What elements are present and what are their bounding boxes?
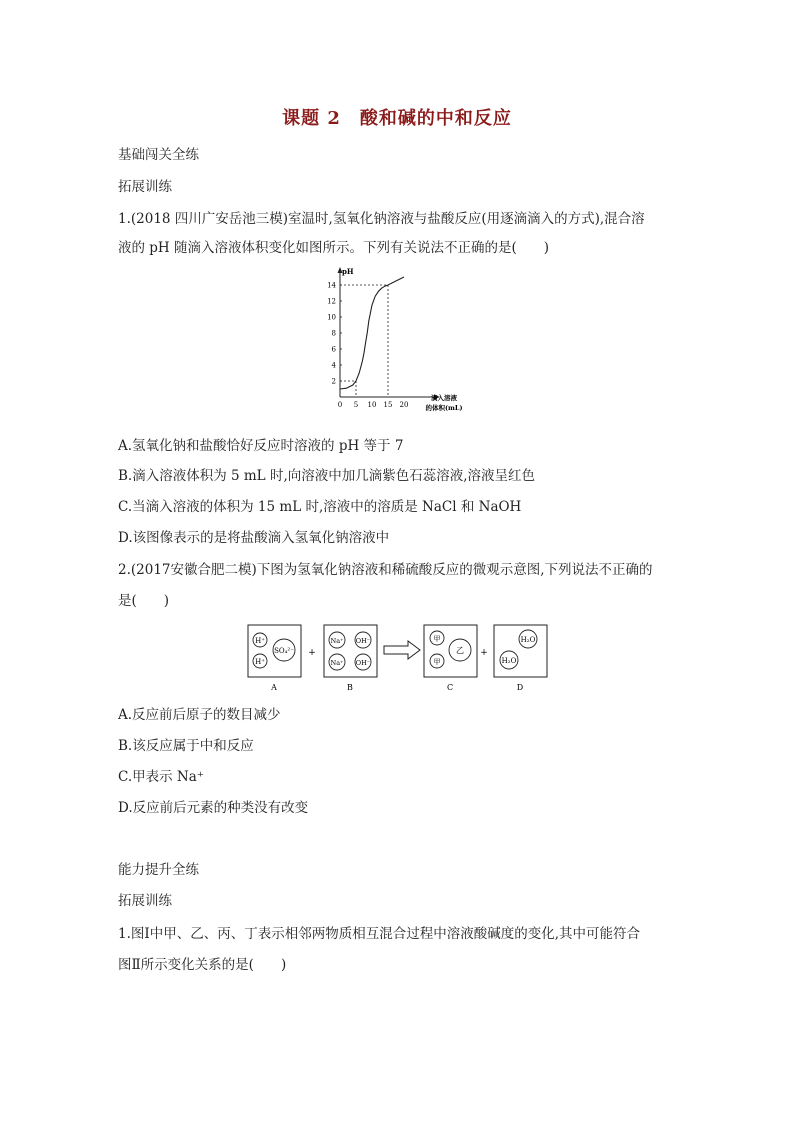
q1-option-b: B.滴入溶液体积为 5 mL 时,向溶液中加几滴紫色石蕊溶液,溶液呈红色 bbox=[118, 468, 536, 484]
particle-a1-label: H⁺ bbox=[255, 637, 265, 645]
q1-option-d: D.该图像表示的是将盐酸滴入氢氧化钠溶液中 bbox=[118, 530, 390, 546]
x-tick-label: 5 bbox=[353, 401, 359, 409]
y-tick-label: 10 bbox=[327, 313, 336, 322]
section-extend-2: 拓展训练 bbox=[118, 893, 172, 909]
q2-option-b: B.该反应属于中和反应 bbox=[118, 738, 254, 754]
q1-option-a: A.氢氧化钠和盐酸恰好反应时溶液的 pH 等于 7 bbox=[118, 438, 404, 454]
ph-curve bbox=[340, 277, 404, 389]
x-axis-label-line1: 滴入溶液 bbox=[431, 394, 457, 402]
box-c-label: C bbox=[446, 683, 454, 692]
particle-c3-label: 乙 bbox=[456, 646, 464, 655]
q2-option-c: C.甲表示 Na⁺ bbox=[118, 769, 204, 785]
particle-a2-label: H⁺ bbox=[255, 658, 265, 666]
section-extend-1: 拓展训练 bbox=[118, 179, 172, 195]
box-d bbox=[494, 625, 547, 677]
q3-stem-line2: 图Ⅱ所示变化关系的是( ) bbox=[118, 957, 287, 973]
section-ability: 能力提升全练 bbox=[118, 862, 199, 878]
y-tick-label: 12 bbox=[327, 297, 336, 306]
particle-b4-label: OH⁻ bbox=[355, 659, 371, 667]
q2-option-a: A.反应前后原子的数目减少 bbox=[118, 707, 281, 723]
particle-b1-label: Na⁺ bbox=[330, 637, 344, 645]
section-basic: 基础闯关全练 bbox=[118, 147, 199, 163]
box-b bbox=[324, 625, 377, 677]
particle-b3-label: Na⁺ bbox=[330, 659, 344, 667]
particle-a3-label: SO₄²⁻ bbox=[274, 647, 294, 655]
y-axis-label: pH bbox=[342, 267, 354, 276]
x-axis-label-line2: 的体积(mL) bbox=[425, 404, 463, 412]
reaction-arrow-icon bbox=[384, 641, 420, 659]
particle-b2-label: OH⁻ bbox=[355, 637, 371, 645]
q1-stem-line2: 液的 pH 随滴入溶液体积变化如图所示。下列有关说法不正确的是( ) bbox=[118, 240, 550, 256]
q2-stem-line2: 是( ) bbox=[118, 593, 170, 609]
particle-d2-label: H₂O bbox=[501, 657, 517, 665]
box-a-label: A bbox=[271, 683, 277, 692]
q2-stem-line1: 2.(2017安徽合肥二模)下图为氢氧化钠溶液和稀硫酸反应的微观示意图,下列说法不正确的 bbox=[118, 562, 653, 578]
q2-option-d: D.反应前后元素的种类没有改变 bbox=[118, 800, 309, 816]
y-tick-label: 6 bbox=[331, 345, 336, 354]
particle-c1-label: 甲 bbox=[433, 635, 441, 643]
x-tick-label: 15 bbox=[383, 401, 393, 409]
q1-stem-line1: 1.(2018 四川广安岳池三模)室温时,氢氧化钠溶液与盐酸反应(用逐滴滴入的方式),混合溶 bbox=[118, 211, 645, 227]
x-tick-label: 10 bbox=[367, 401, 377, 409]
micro-diagram bbox=[244, 622, 554, 697]
x-tick-label: 20 bbox=[399, 401, 409, 409]
plus-sign-1: + bbox=[308, 648, 316, 658]
q1-option-c: C.当滴入溶液的体积为 15 mL 时,溶液中的溶质是 NaCl 和 NaOH bbox=[118, 499, 522, 515]
particle-c2-label: 甲 bbox=[433, 658, 441, 666]
plus-sign-2: + bbox=[480, 648, 488, 658]
y-tick-label: 2 bbox=[331, 377, 336, 386]
page-title: 课题 2 酸和碱的中和反应 bbox=[282, 108, 512, 129]
y-tick-label: 4 bbox=[331, 361, 336, 370]
particle-d1-label: H₂O bbox=[520, 636, 536, 644]
q3-stem-line1: 1.图Ⅰ中甲、乙、丙、丁表示相邻两物质相互混合过程中溶液酸碱度的变化,其中可能符合 bbox=[118, 926, 641, 942]
box-b-label: B bbox=[347, 683, 353, 692]
x-tick-label: 0 bbox=[337, 401, 343, 409]
ph-chart bbox=[326, 264, 476, 424]
box-d-label: D bbox=[516, 683, 524, 692]
y-tick-label: 14 bbox=[327, 281, 336, 290]
y-tick-label: 8 bbox=[331, 329, 336, 338]
